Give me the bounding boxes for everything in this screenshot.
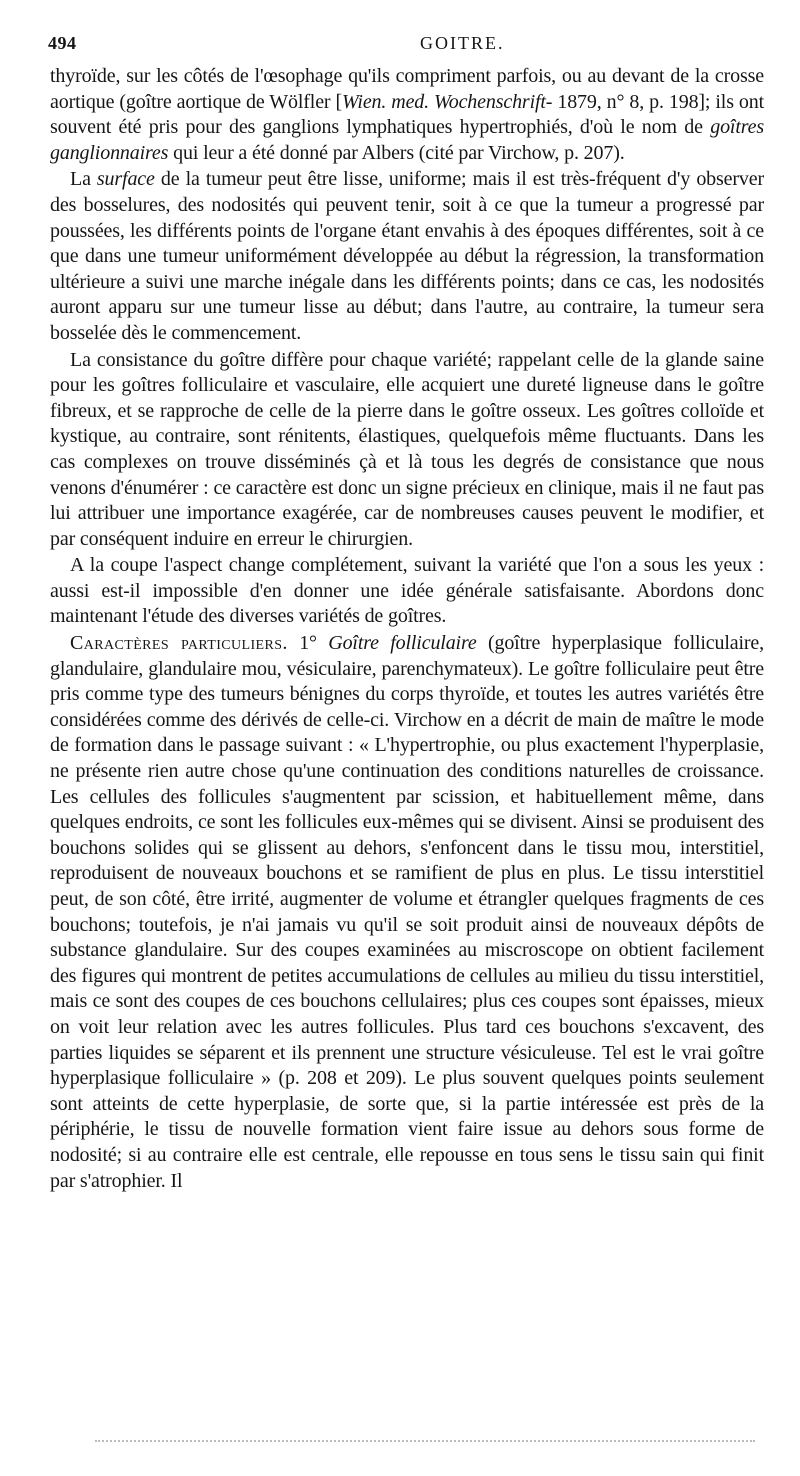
text-run: de la tumeur peut être lisse, uniforme; mais il est très-fréquent d'y observer des bosselures, des nodosités qui peuvent tenir, soit à ce que la tumeur a progressé par poussées, les différents points de l'organe étant envahis à des époques différentes, soit à ce que dans une tumeur uniformément développée au début la régression, la transformation ultérieure a suivi une marche inégale dans les différents points; dans ce cas, les nodosités auront apparu sur une tumeur lisse au début; dans l'autre, au contraire, la tumeur sera bosselée dès le commencement. <box>50 168 764 344</box>
text-run: qui leur a été donné par Albers (cité par Virchow, p. 207). <box>168 141 625 164</box>
paragraph <box>50 64 764 166</box>
paragraph <box>50 553 764 630</box>
text-run: - 1879, n° 8, p. 198]; ils ont souvent été pris pour des ganglions lymphatiques hypertrophiés, d'où le nom de <box>50 90 764 139</box>
body-text <box>50 64 764 1194</box>
paragraph <box>50 631 764 1194</box>
text-run: A la coupe l'aspect change complétement, suivant la variété que l'on a sous les yeux : aussi est-il impossible d'en donner une idée générale satisfaisante. Abordons donc maintenant l'étude des diverses variétés de goîtres. <box>50 554 764 628</box>
italic-text: surface <box>96 168 155 191</box>
footer-rule <box>95 1440 755 1442</box>
text-run: (goître hyperplasique folliculaire, glandulaire, glandulaire mou, vésiculaire, parenchymateux). Le goître folliculaire peut être pris comme type des tumeurs bénignes du corps thyroïde, et toutes les autres variétés être considérées comme des dérivés de celle-ci. Virchow en a décrit de main de maître le mode de formation dans le passage suivant : « L'hypertrophie, ou plus exactement l'hyperplasie, ne présente rien autre chose qu'une continuation des conditions naturelles de croissance. Les cellules des follicules s'augmentent par scission, et habituellement même, dans quelques endroits, ce sont les follicules eux-mêmes qui se divisent. Ainsi se produisent des bouchons solides qui se glissent au dehors, s'enfoncent dans le tissu mou, interstitiel, reproduisent de nouveaux bouchons et se ramifient de plus en plus. Le tissu interstitiel peut, de son côté, être irrité, augmenter de volume et étrangler quelques fragments de ces bouchons; toutefois, je n'ai jamais vu qu'il se soit produit ainsi de nouveaux dépôts de substance glandulaire. Sur des coupes examinées au miscroscope on obtient facilement des figures qui montrent de petites accumulations de cellules au milieu du tissu interstitiel, mais ce sont des coupes de ces bouchons cellulaires; plus ces coupes sont épaisses, mieux on voit leur relation avec les autres follicules. Plus tard ces bouchons s'excavent, des parties liquides se séparent et ils prennent une structure vésiculeuse. Tel est le vrai goître hyperplasique folliculaire » (p. 208 et 209). Le plus souvent quelques points seulement sont atteints de cette hyperplasie, de sorte que, si la partie intéressée est près de la périphérie, le tissu de nouvelle formation vient faire issue au dehors sous forme de nodosité; si au contraire elle est centrale, elle repousse en tous sens le tissu sain qui finit par s'atrophier. Il <box>50 632 764 1192</box>
page-header <box>48 33 762 59</box>
italic-text: goîtres ganglionnaires <box>50 116 764 164</box>
paragraph <box>50 348 764 553</box>
italic-text: Wien. med. Wochenschrift <box>342 90 546 113</box>
text-run: La <box>70 168 97 191</box>
running-title: GOITRE. <box>420 33 505 53</box>
text-run: La consistance du goître diffère pour chaque variété; rappelant celle de la glande saine pour les goîtres folliculaire et vasculaire, elle acquiert une dureté ligneuse dans le goître fibreux, et se rapproche de celle de la pierre dans le goître osseux. Les goîtres colloïde et kystique, au contraire, sont rénitents, élastiques, quelquefois même fluctuants. Dans les cas complexes on trouve disséminés çà et là tous les degrés de consistance que nous venons d'énumérer : ce caractère est donc un signe précieux en clinique, mais il ne faut pas lui attribuer une importance exagérée, car de nombreuses causes peuvent le modifier, et par conséquent induire en erreur le chirurgien. <box>50 348 764 550</box>
text-run: thyroïde, sur les côtés de l'œsophage qu'ils compriment parfois, ou au devant de la crosse aortique (goître aortique de Wölfler [ <box>50 65 764 113</box>
section-heading: Caractères particuliers. <box>70 632 288 655</box>
paragraph <box>50 167 764 346</box>
italic-text: Goître folliculaire <box>328 632 477 655</box>
text-run: 1° <box>287 632 329 655</box>
page-number: 494 <box>48 33 77 53</box>
